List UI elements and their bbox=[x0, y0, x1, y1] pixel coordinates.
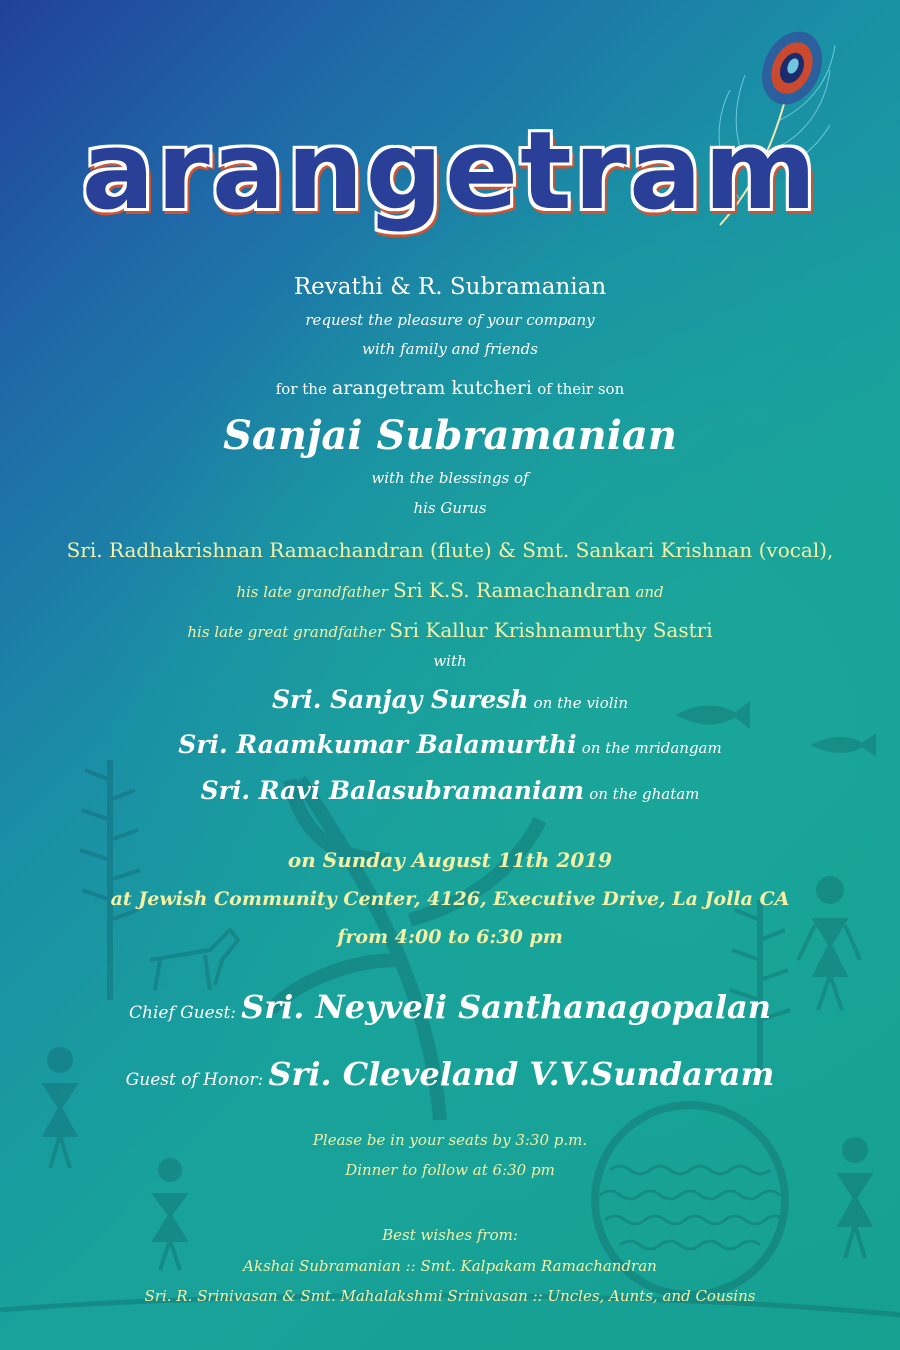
great-grandfather-prefix: his late great grandfather bbox=[187, 623, 385, 641]
accompanist-row bbox=[0, 685, 900, 714]
wishes-line: Sri. R. Srinivasan & Smt. Mahalakshmi Srinivasan :: Uncles, Aunts, and Cousins bbox=[144, 1287, 756, 1305]
gurus-names: Sri. Radhakrishnan Ramachandran (flute) & Smt. Sankari Krishnan (vocal), bbox=[66, 538, 834, 562]
event-title: arangetram bbox=[81, 109, 819, 234]
grandfather-name: Sri K.S. Ramachandran bbox=[392, 578, 631, 602]
blessings-line: with the blessings of bbox=[371, 469, 529, 487]
grandfather-line bbox=[0, 578, 900, 602]
guest-of-honor-label: Guest of Honor: bbox=[125, 1070, 264, 1090]
grandfather-prefix: his late grandfather bbox=[236, 583, 388, 601]
gurus-line: his Gurus bbox=[413, 499, 487, 517]
guest-of-honor-name: Sri. Cleveland V.V.Sundaram bbox=[268, 1055, 775, 1093]
grandfather-suffix: and bbox=[635, 583, 664, 601]
accompanist-role: on the violin bbox=[533, 694, 629, 712]
host-names: Revathi & R. Subramanian bbox=[293, 274, 607, 300]
request-line: request the pleasure of your company bbox=[305, 311, 595, 329]
seats-note: Please be in your seats by 3:30 p.m. bbox=[312, 1131, 588, 1149]
event-date: on Sunday August 11th 2019 bbox=[287, 848, 613, 872]
accompanist-name: Sri. Ravi Balasubramaniam bbox=[200, 776, 585, 805]
kutcheri-line bbox=[0, 377, 900, 399]
dinner-note: Dinner to follow at 6:30 pm bbox=[345, 1161, 555, 1179]
chief-guest-label: Chief Guest: bbox=[128, 1003, 237, 1023]
accompanist-role: on the ghatam bbox=[589, 785, 700, 803]
accompanist-name: Sri. Sanjay Suresh bbox=[271, 685, 529, 714]
kutcheri-prefix: for the bbox=[275, 380, 327, 398]
kutcheri-suffix: of their son bbox=[537, 380, 625, 398]
accompanist-name: Sri. Raamkumar Balamurthi bbox=[178, 730, 577, 759]
great-grandfather-name: Sri Kallur Krishnamurthy Sastri bbox=[389, 618, 713, 642]
event-time: from 4:00 to 6:30 pm bbox=[337, 926, 563, 948]
wishes-line: Akshai Subramanian :: Smt. Kalpakam Ramachandran bbox=[243, 1257, 657, 1275]
performer-name: Sanjai Subramanian bbox=[223, 412, 677, 459]
with-line: with bbox=[433, 652, 467, 670]
chief-guest-row bbox=[0, 988, 900, 1026]
kutcheri-main: arangetram kutcheri bbox=[331, 377, 533, 399]
accompanist-row bbox=[0, 776, 900, 805]
chief-guest-name: Sri. Neyveli Santhanagopalan bbox=[241, 988, 771, 1026]
great-grandfather-line bbox=[0, 618, 900, 642]
accompanist-role: on the mridangam bbox=[581, 739, 722, 757]
company-line: with family and friends bbox=[362, 340, 538, 358]
event-venue: at Jewish Community Center, 4126, Executive Drive, La Jolla CA bbox=[110, 888, 790, 910]
accompanist-row bbox=[0, 730, 900, 759]
guest-of-honor-row bbox=[0, 1055, 900, 1093]
wishes-label: Best wishes from: bbox=[382, 1226, 518, 1244]
